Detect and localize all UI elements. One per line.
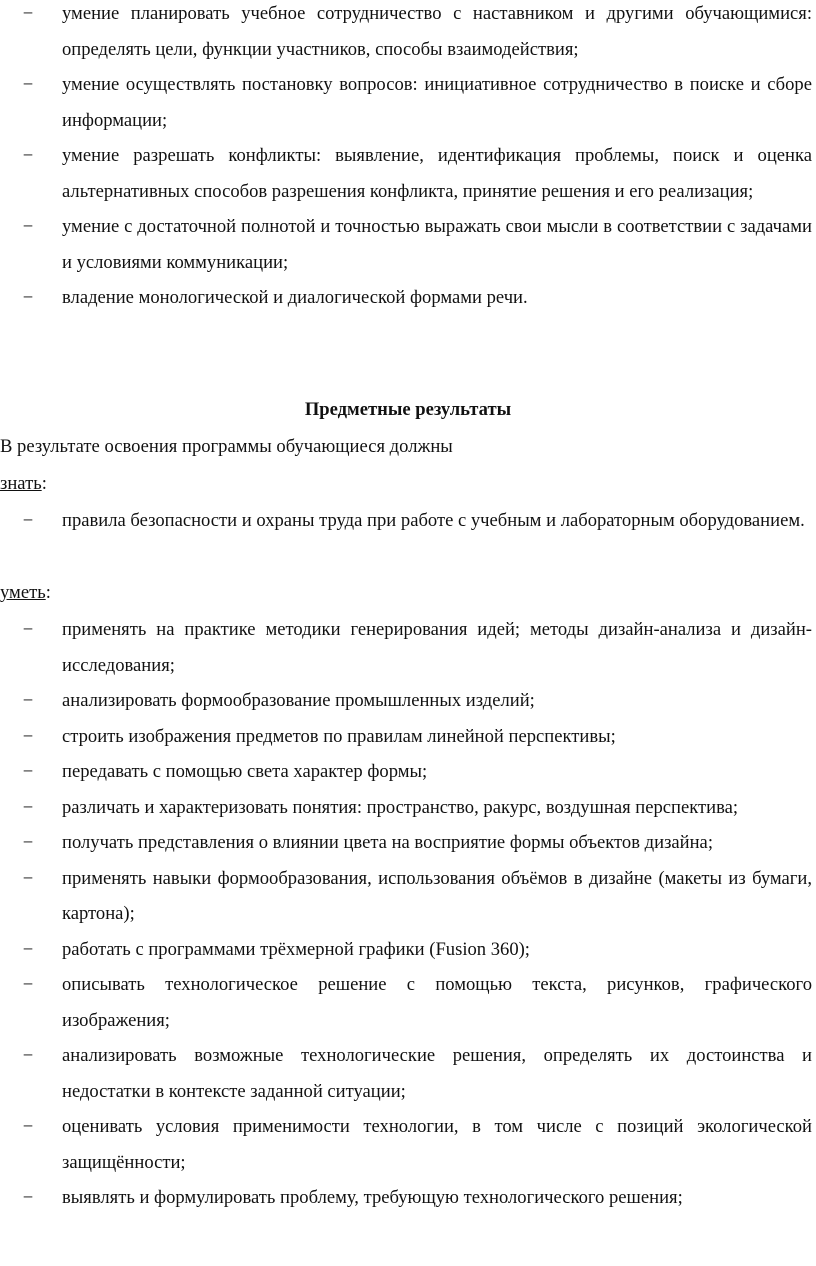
list-item-text: получать представления о влиянии цвета на восприятие формы объектов дизайна; bbox=[62, 832, 713, 853]
dash-bullet: − bbox=[22, 1045, 34, 1066]
list-item bbox=[0, 967, 814, 1038]
list-item bbox=[0, 754, 814, 790]
dash-bullet: − bbox=[22, 974, 34, 995]
list-item bbox=[0, 612, 814, 683]
know-list bbox=[0, 503, 814, 539]
list-item-text: работать с программами трёхмерной графики (Fusion 360); bbox=[62, 938, 530, 960]
can-label bbox=[0, 575, 814, 611]
dash-bullet: − bbox=[22, 74, 34, 95]
dash-bullet: − bbox=[22, 3, 34, 24]
dash-bullet: − bbox=[22, 690, 34, 711]
list-item-text: умение осуществлять постановку вопросов: инициативное сотрудничество в поиске и сборе информации; bbox=[62, 74, 812, 131]
dash-bullet: − bbox=[22, 619, 34, 640]
list-item-text: оценивать условия применимости технологии, в том числе с позиций экологической защищённости; bbox=[62, 1116, 812, 1173]
list-item-text: анализировать формообразование промышленных изделий; bbox=[62, 690, 535, 711]
list-item bbox=[0, 861, 814, 932]
know-label bbox=[0, 466, 814, 502]
list-item-text: умение планировать учебное сотрудничество с наставником и другими обучающимися: определять цели, функции участников, способы взаимодействия; bbox=[62, 3, 812, 60]
dash-bullet: − bbox=[22, 1187, 34, 1208]
list-item bbox=[0, 683, 814, 719]
list-item-text: применять навыки формообразования, использования объёмов в дизайне (макеты из бумаги, картона); bbox=[62, 867, 812, 924]
know-label-text: знать bbox=[0, 473, 42, 494]
list-item bbox=[0, 825, 814, 861]
dash-bullet: − bbox=[22, 287, 34, 308]
list-item bbox=[0, 1180, 814, 1216]
list-item-text: умение разрешать конфликты: выявление, идентификация проблемы, поиск и оценка альтернативных способов разрешения конфликта, принятие решения и его реализация; bbox=[62, 145, 812, 202]
know-colon: : bbox=[41, 473, 47, 494]
dash-bullet: − bbox=[22, 1116, 34, 1137]
list-item bbox=[0, 1038, 814, 1109]
list-item bbox=[0, 719, 814, 755]
list-item bbox=[0, 209, 814, 280]
list-item bbox=[0, 503, 814, 539]
dash-bullet: − bbox=[22, 145, 34, 166]
can-colon: : bbox=[45, 582, 51, 603]
list-item-text: выявлять и формулировать проблему, требующую технологического решения; bbox=[62, 1187, 683, 1208]
dash-bullet: − bbox=[22, 938, 34, 960]
dash-bullet: − bbox=[22, 216, 34, 237]
list-item-text: строить изображения предметов по правилам линейной перспективы; bbox=[62, 725, 616, 747]
list-item-text: умение с достаточной полнотой и точностью выражать свои мысли в соответствии с задачами и условиями коммуникации; bbox=[62, 216, 812, 273]
list-item-text: правила безопасности и охраны труда при работе с учебным и лабораторным оборудованием. bbox=[62, 510, 805, 531]
dash-bullet: − bbox=[22, 725, 34, 747]
list-item bbox=[0, 0, 814, 67]
communication-skills-list bbox=[0, 0, 814, 316]
list-item-text: анализировать возможные технологические решения, определять их достоинства и недостатки в контексте заданной ситуации; bbox=[62, 1045, 812, 1102]
can-label-text: уметь bbox=[0, 582, 46, 603]
list-item bbox=[0, 790, 814, 826]
dash-bullet: − bbox=[22, 867, 34, 889]
list-item bbox=[0, 280, 814, 316]
dash-bullet: − bbox=[22, 832, 34, 853]
can-list bbox=[0, 612, 814, 1216]
list-item-text: различать и характеризовать понятия: пространство, ракурс, воздушная перспектива; bbox=[62, 796, 739, 818]
list-item-text: передавать с помощью света характер формы; bbox=[62, 761, 428, 782]
list-item-text: описывать технологическое решение с помощью текста, рисунков, графического изображения; bbox=[62, 974, 812, 1031]
list-item bbox=[0, 1109, 814, 1180]
list-item bbox=[0, 67, 814, 138]
list-item-text: владение монологической и диалогической формами речи. bbox=[62, 287, 528, 308]
dash-bullet: − bbox=[22, 510, 34, 531]
list-item bbox=[0, 138, 814, 209]
dash-bullet: − bbox=[22, 761, 34, 782]
dash-bullet: − bbox=[22, 796, 34, 818]
list-item bbox=[0, 932, 814, 968]
intro-paragraph: В результате освоения программы обучающиеся должны bbox=[0, 436, 453, 457]
list-item-text: применять на практике методики генерирования идей; методы дизайн-анализа и дизайн-исследования; bbox=[62, 619, 812, 676]
section-heading: Предметные результаты bbox=[304, 399, 512, 420]
